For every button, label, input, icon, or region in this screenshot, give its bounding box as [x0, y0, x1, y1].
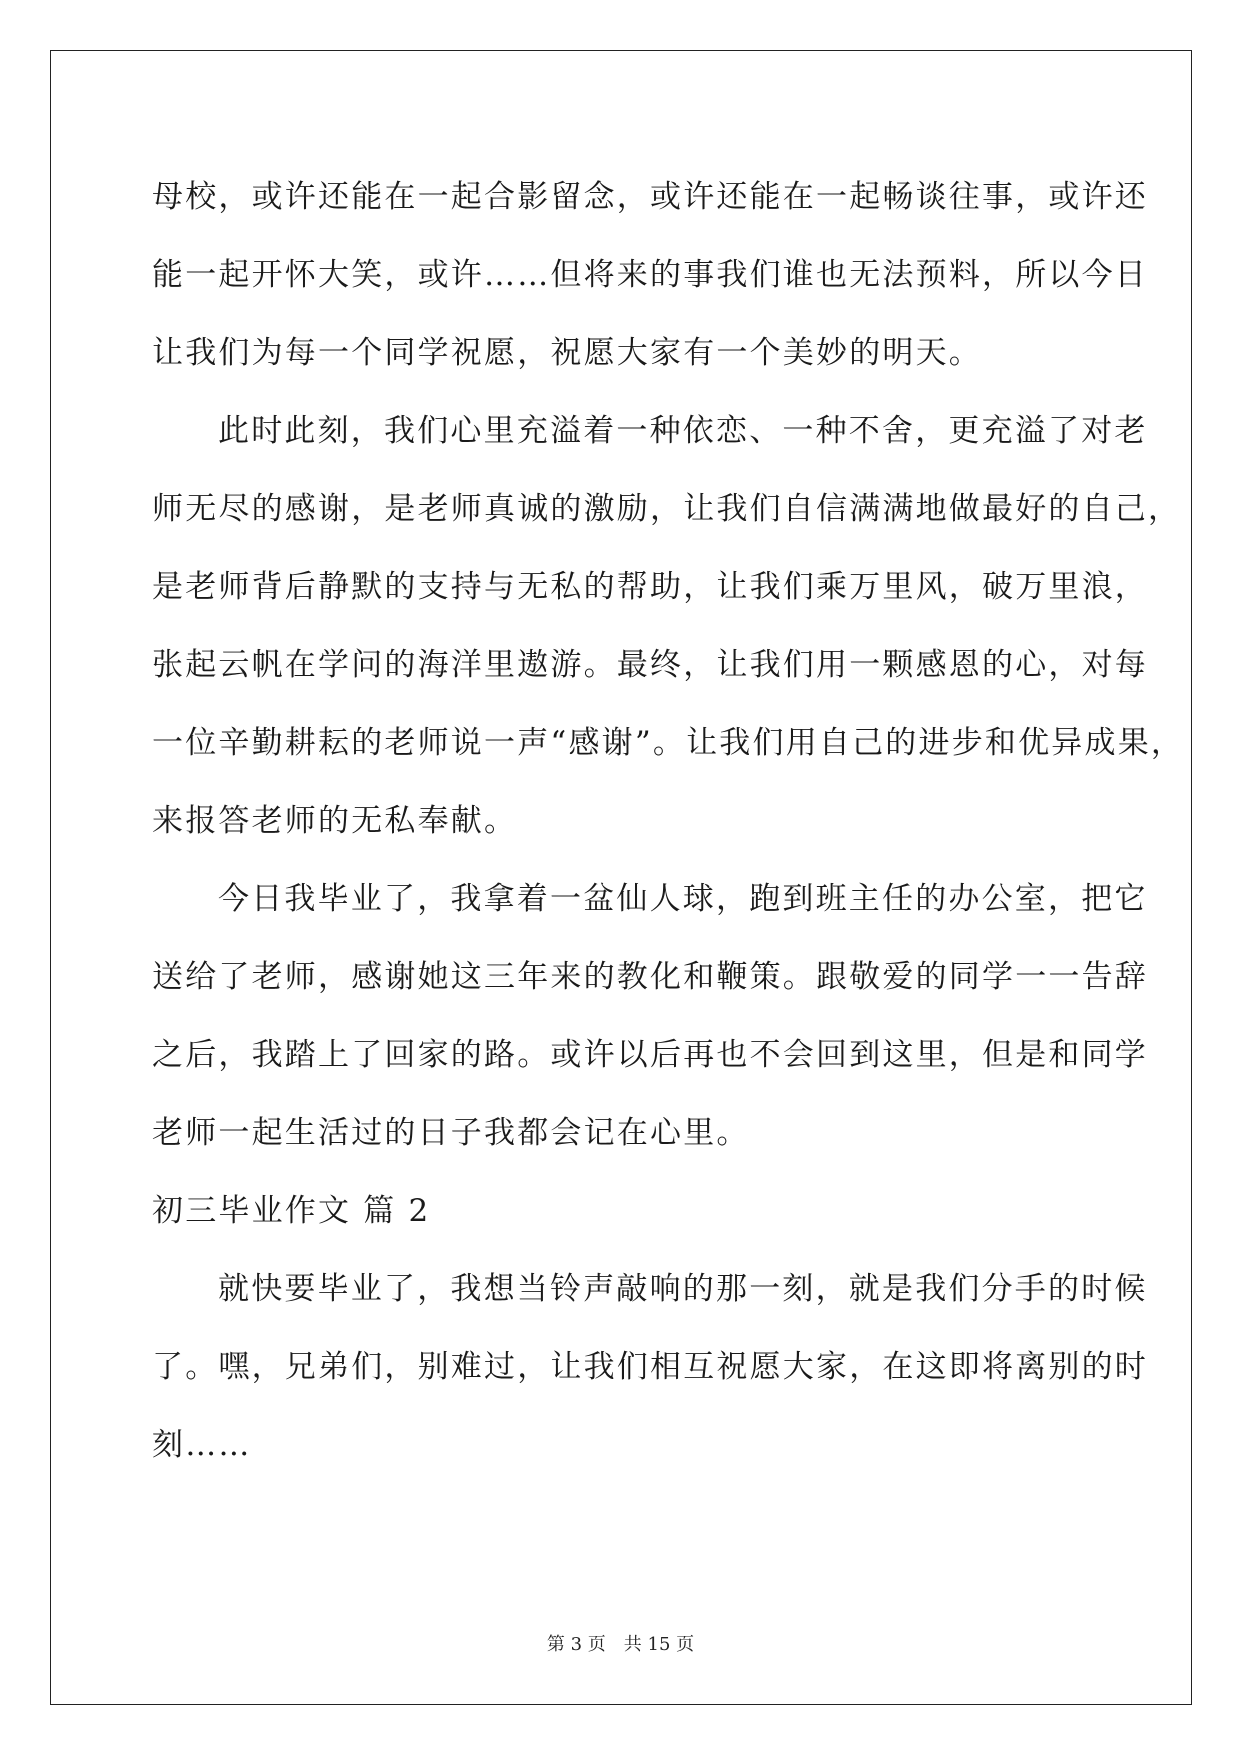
text-line: 母校，或许还能在一起合影留念，或许还能在一起畅谈往事，或许还	[152, 179, 1148, 215]
text-line: 张起云帆在学问的海洋里遨游。最终，让我们用一颗感恩的心，对每	[152, 647, 1148, 683]
text-line: 一位辛勤耕耘的老师说一声“感谢”。让我们用自己的进步和优异成果，	[152, 725, 1185, 761]
text-line: 之后，我踏上了回家的路。或许以后再也不会回到这里，但是和同学	[152, 1037, 1148, 1073]
paragraph-start-line: 此时此刻，我们心里充溢着一种依恋、一种不舍，更充溢了对老	[218, 413, 1148, 449]
page-number-total: 共 15 页	[623, 1634, 695, 1655]
paragraph-start-line: 就快要毕业了，我想当铃声敲响的那一刻，就是我们分手的时候	[218, 1271, 1148, 1307]
text-line: 让我们为每一个同学祝愿，祝愿大家有一个美妙的明天。	[152, 335, 982, 371]
text-line: 能一起开怀大笑，或许……但将来的事我们谁也无法预料，所以今日	[152, 257, 1148, 293]
paragraph-start-line: 今日我毕业了，我拿着一盆仙人球，跑到班主任的办公室，把它	[218, 881, 1148, 917]
text-line: 刻……	[152, 1427, 252, 1463]
text-line: 师无尽的感谢，是老师真诚的激励，让我们自信满满地做最好的自己，	[152, 491, 1182, 527]
text-line: 来报答老师的无私奉献。	[152, 803, 518, 839]
section-heading: 初三毕业作文 篇 2	[152, 1193, 431, 1229]
text-line: 是老师背后静默的支持与无私的帮助，让我们乘万里风，破万里浪，	[152, 569, 1148, 605]
page-number-current: 第 3 页	[546, 1634, 606, 1655]
text-line: 送给了老师，感谢她这三年来的教化和鞭策。跟敬爱的同学一一告辞	[152, 959, 1148, 995]
page-footer	[0, 1630, 1241, 1656]
text-line: 老师一起生活过的日子我都会记在心里。	[152, 1115, 750, 1151]
document-body	[152, 158, 1185, 1484]
text-line: 了。嘿，兄弟们，别难过，让我们相互祝愿大家，在这即将离别的时	[152, 1349, 1148, 1385]
